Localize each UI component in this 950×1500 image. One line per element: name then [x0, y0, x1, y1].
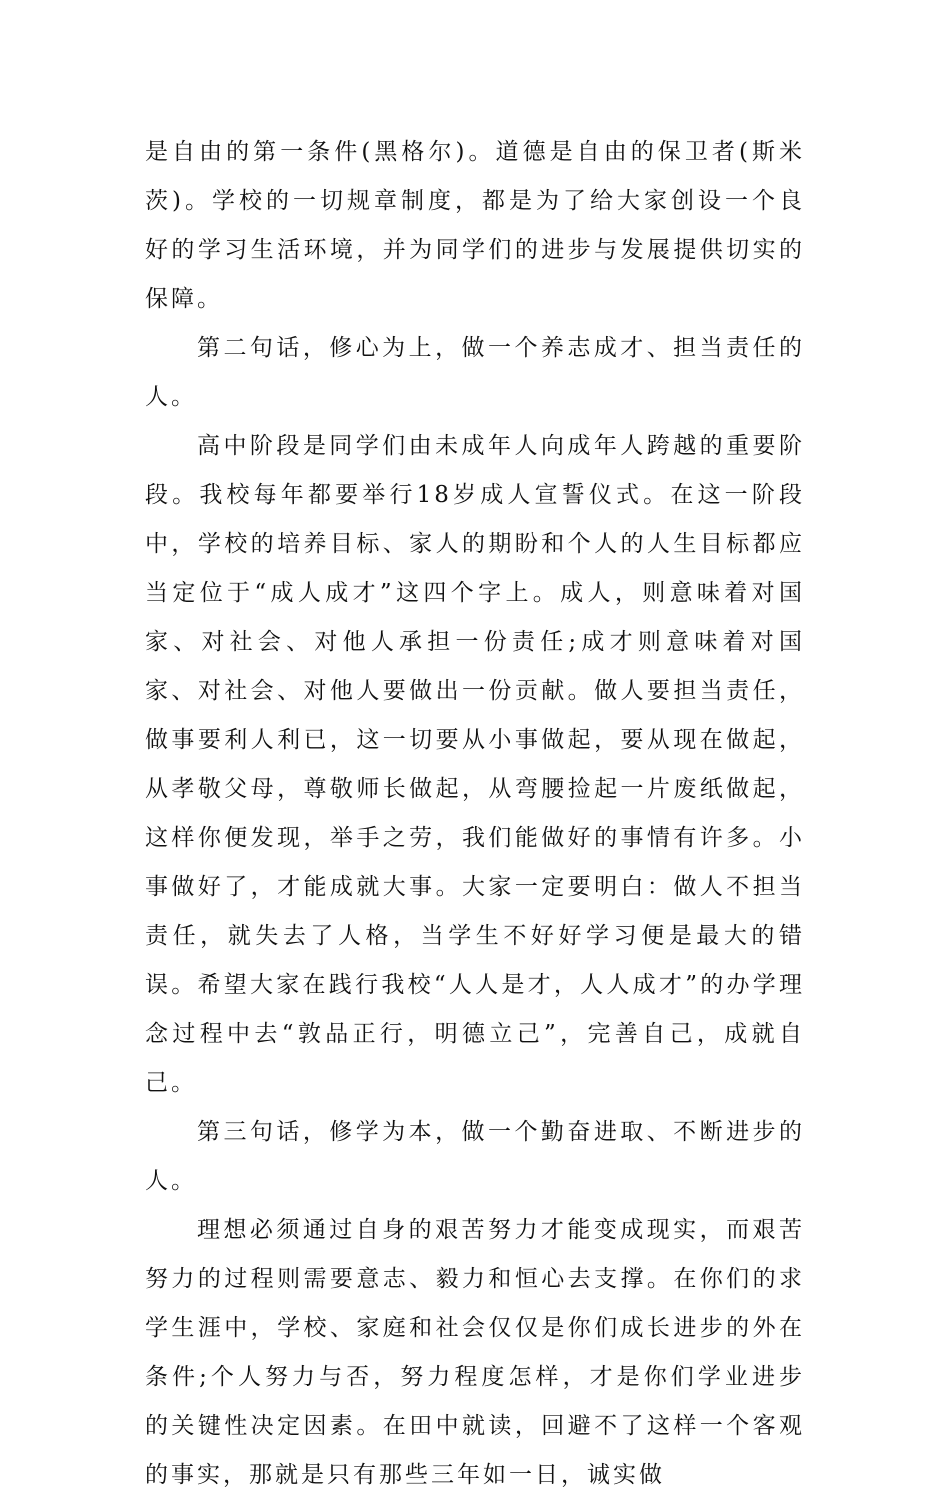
section-heading-third: 第三句话，修学为本，做一个勤奋进取、不断进步的人。	[145, 1119, 805, 1194]
document-page	[145, 128, 805, 1500]
paragraph-continued: 是自由的第一条件(黑格尔)。道德是自由的保卫者(斯米茨)。学校的一切规章制度，都是为了给大家创设一个良好的学习生活环境，并为同学们的进步与发展提供切实的保障。	[145, 139, 805, 312]
paragraph-growth: 高中阶段是同学们由未成年人向成年人跨越的重要阶段。我校每年都要举行18岁成人宣誓仪式。在这一阶段中，学校的培养目标、家人的期盼和个人的人生目标都应当定位于“成人成才”这四个字上。成人，则意味着对国家、对社会、对他人承担一份责任;成才则意味着对国家、对社会、对他人要做出一份贡献。做人要担当责任，做事要利人利已，这一切要从小事做起，要从现在做起，从孝敬父母，尊敬师长做起，从弯腰捡起一片废纸做起，这样你便发现，举手之劳，我们能做好的事情有许多。小事做好了，才能成就大事。大家一定要明白：做人不担当责任，就失去了人格，当学生不好好学习便是最大的错误。希望大家在践行我校“人人是才，人人成才”的办学理念过程中去“敦品正行，明德立己”，完善自己，成就自己。	[145, 433, 805, 1096]
paragraph-effort: 理想必须通过自身的艰苦努力才能变成现实，而艰苦努力的过程则需要意志、毅力和恒心去支撑。在你们的求学生涯中，学校、家庭和社会仅仅是你们成长进步的外在条件;个人努力与否，努力程度怎样，才是你们学业进步的关键性决定因素。在田中就读，回避不了这样一个客观的事实，那就是只有那些三年如一日，诚实做	[145, 1217, 805, 1488]
section-heading-second: 第二句话，修心为上，做一个养志成才、担当责任的人。	[145, 335, 805, 410]
